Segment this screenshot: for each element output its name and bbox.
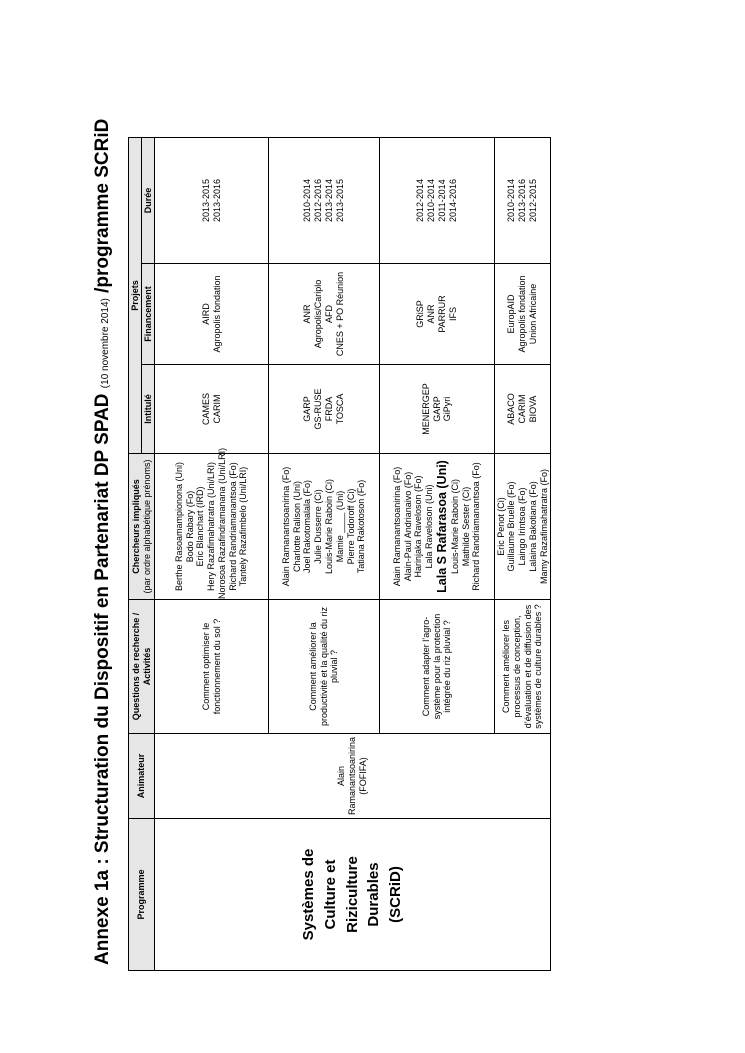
funding: Agropolis/Cariplo bbox=[313, 279, 324, 349]
funding: AFD bbox=[324, 305, 334, 323]
researcher-name: Mamy Razafimahatratra (Fo) bbox=[538, 468, 549, 585]
header-chercheurs-sub: (par ordre alphabétique prénoms) bbox=[141, 459, 152, 594]
funding: ANR bbox=[302, 304, 313, 324]
researcher-name: Tatiana Rakotoson (Fo) bbox=[356, 479, 367, 574]
researcher-name: Guillaume Bruelle (Fo) bbox=[506, 481, 517, 572]
project-title: CAMES bbox=[200, 393, 211, 426]
title-main: Annexe 1a : Structuration du Dispositif en Partenariat DP SPAD bbox=[92, 393, 113, 965]
researcher-name: Joel Rakotomalala (Fo) bbox=[302, 479, 313, 574]
financement-cell bbox=[380, 264, 495, 365]
duree-cell bbox=[495, 137, 551, 263]
duree-cell bbox=[155, 137, 269, 263]
funding: PARRUR bbox=[437, 295, 447, 333]
duree-cell bbox=[269, 137, 380, 263]
question-cell: Comment améliorer les processus de conception, d’évaluation et de diffusion des systèmes de culture durables ? bbox=[495, 600, 551, 734]
animateur-line: Ramanantsoanirina bbox=[347, 736, 358, 816]
animateur-line: Alain bbox=[336, 766, 347, 787]
duration: 2012-2014 bbox=[415, 178, 426, 223]
chercheurs-cell bbox=[380, 454, 495, 600]
researcher-name: Berthe Rasoamampionona (Uni) bbox=[173, 461, 184, 592]
header-intitule: Intitulé bbox=[142, 365, 155, 454]
programme-cell bbox=[155, 819, 551, 971]
header-chercheurs-label: Chercheurs impliqués bbox=[130, 479, 141, 574]
funding: EuropAID bbox=[506, 294, 517, 334]
intitule-cell bbox=[155, 365, 269, 454]
animateur-cell bbox=[155, 734, 551, 819]
duration: 2010-2014 bbox=[302, 178, 313, 223]
researcher-name: Eric Penot (Ci) bbox=[495, 497, 506, 556]
project-title: ABACO bbox=[506, 393, 517, 425]
researcher-name: Alain Ramanantsoanirina (Fo) bbox=[391, 466, 402, 587]
funding: IFS bbox=[447, 307, 458, 322]
structure-table bbox=[128, 137, 551, 971]
duration: 2010-2014 bbox=[506, 178, 517, 223]
researcher-name: Eric Blanchart (IRD) bbox=[195, 486, 206, 567]
project-title: CARIM bbox=[211, 394, 222, 424]
header-projets: Projets bbox=[129, 137, 142, 453]
header-questions: Questions de recherche / Activités bbox=[129, 600, 155, 734]
header-animateur: Animateur bbox=[129, 734, 155, 819]
question-cell: Comment optimiser le fonctionnement du sol ? bbox=[155, 600, 269, 734]
duration: 2012-2016 bbox=[313, 178, 324, 223]
intitule-cell bbox=[380, 365, 495, 454]
financement-cell bbox=[495, 264, 551, 365]
programme-line: Culture et bbox=[321, 859, 339, 930]
researcher-name-lead: Lala S Rafarasoa (Uni) bbox=[434, 460, 449, 593]
chercheurs-cell bbox=[269, 454, 380, 600]
chercheurs-cell bbox=[155, 447, 269, 600]
project-title: GARP bbox=[302, 396, 313, 422]
funding: Union Africaine bbox=[527, 283, 538, 345]
funding: Agropolis fondation bbox=[517, 275, 528, 353]
funding: AIRD bbox=[200, 303, 211, 325]
duration: 2013-2014 bbox=[324, 178, 334, 223]
researcher-name: Alain-Paul Andrianaivo (Fo) bbox=[402, 471, 413, 582]
duration: 2013-2015 bbox=[334, 178, 345, 223]
duration: 2010-2014 bbox=[426, 178, 437, 223]
researcher-name: Louis-Marie Raboin (Ci) bbox=[449, 478, 460, 575]
programme-line: (SCRiD) bbox=[387, 866, 405, 923]
researcher-name: Richard Randriamanantsoa (Fo) bbox=[471, 462, 482, 591]
researcher-name: Bodo Rabary (Fo) bbox=[184, 490, 195, 563]
duree-cell bbox=[380, 137, 495, 263]
project-title: MENERGEP bbox=[420, 383, 431, 435]
duration: 2013-2016 bbox=[517, 178, 528, 223]
researcher-name: Mathilde Sester (Ci) bbox=[460, 486, 471, 567]
project-title: GARP bbox=[431, 396, 442, 422]
researcher-name: Tantely Razafimbelo (Uni/LRI) bbox=[238, 466, 249, 587]
question-cell: Comment adapter l’agro-système pour la protection intégrée du riz pluvial ? bbox=[380, 600, 495, 734]
project-title: BIOVA bbox=[527, 395, 538, 423]
programme-line: Systèmes de bbox=[300, 848, 318, 941]
researcher-name: Lala Raveloson (Uni) bbox=[424, 484, 435, 569]
researcher-name: Charlotte Ralison (Uni) bbox=[291, 480, 302, 573]
researcher-name: Richard Randriamanantsoa (Fo) bbox=[227, 462, 238, 591]
header-chercheurs bbox=[129, 454, 155, 600]
researcher-name: Mamie ____ (Uni) bbox=[334, 490, 345, 563]
programme-line: Riziculture bbox=[343, 856, 361, 933]
duration: 2012-2015 bbox=[527, 178, 538, 223]
intitule-cell bbox=[269, 365, 380, 454]
title-suffix: /programme SCRiD bbox=[92, 118, 113, 293]
researcher-name: Norosoa Razafindramanana (Uni/LRI) bbox=[216, 447, 227, 599]
title-date: (10 novembre 2014) bbox=[100, 298, 111, 389]
document-title bbox=[92, 119, 114, 965]
researcher-name: Harinjaka Raveloson (Fo) bbox=[413, 475, 424, 578]
funding: Agropolis fondation bbox=[211, 275, 222, 353]
funding: CNES + PO Réunion bbox=[334, 271, 345, 357]
project-title: CARIM bbox=[517, 394, 528, 424]
chercheurs-cell bbox=[495, 454, 551, 600]
question-cell: Comment améliorer la productivité et la qualité du riz pluvial ? bbox=[269, 600, 380, 734]
researcher-name: Lalaina Bakotiana (Fo) bbox=[527, 481, 538, 572]
project-title: GiPyri bbox=[442, 396, 453, 422]
duration: 2013-2016 bbox=[211, 178, 222, 223]
researcher-name: Hery Razafimahatratra (Uni/LRI) bbox=[206, 461, 217, 592]
funding: GRiSP bbox=[415, 300, 426, 328]
researcher-name: Julie Dusserre (Ci) bbox=[313, 489, 324, 564]
funding: ANR bbox=[426, 304, 437, 324]
financement-cell bbox=[155, 264, 269, 365]
researcher-name: Laingo Irintsoa (Fo) bbox=[517, 487, 528, 566]
header-financement: Financement bbox=[142, 264, 155, 365]
researcher-name: Alain Ramanantsoanirina (Fo) bbox=[280, 466, 291, 587]
researcher-name: Pierre Todoroff (Ci) bbox=[345, 488, 356, 565]
project-title: TOSCA bbox=[334, 393, 345, 425]
programme-line: Durables bbox=[365, 862, 383, 927]
duration: 2013-2015 bbox=[200, 178, 211, 223]
duration: 2011-2014 bbox=[437, 179, 447, 222]
animateur-line: (FOFIFA) bbox=[357, 757, 368, 795]
header-duree: Durée bbox=[142, 137, 155, 263]
duration: 2014-2016 bbox=[447, 178, 458, 223]
financement-cell bbox=[269, 264, 380, 365]
researcher-name: Louis-Marie Raboin (Ci) bbox=[324, 478, 334, 575]
header-programme: Programme bbox=[129, 819, 155, 971]
project-title: FRDA bbox=[324, 396, 334, 422]
intitule-cell bbox=[495, 365, 551, 454]
project-title: GS-RUSE bbox=[313, 388, 324, 430]
